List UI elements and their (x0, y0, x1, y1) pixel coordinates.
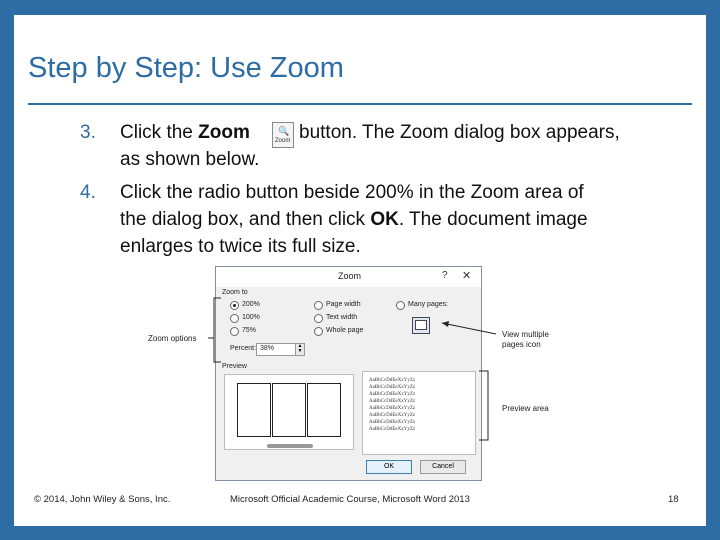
option-200-label: 200% (242, 301, 260, 308)
preview-text-line: AaBbCcDdEeXxYyZz (369, 399, 416, 404)
step-4-line2-text: the dialog box, and then click (120, 209, 366, 230)
preview-text-line: AaBbCcDdEeXxYyZz (369, 385, 416, 390)
magnifier-icon: 🔍 (278, 126, 290, 136)
help-icon[interactable]: ? (442, 270, 448, 281)
preview-text-line: AaBbCcDdEeXxYyZz (369, 378, 416, 383)
zoom-options-bracket (208, 298, 221, 362)
percent-value: 38% (260, 345, 275, 352)
preview-text-line: AaBbCcDdEeXxYyZz (369, 427, 416, 432)
preview-text-line: AaBbCcDdEeXxYyZz (369, 392, 416, 397)
step-text-pre: Click the (120, 122, 193, 143)
step-3-line2: as shown below. (120, 149, 260, 170)
preview-text-line: AaBbCcDdEeXxYyZz (369, 406, 416, 411)
percent-spinner[interactable]: ▲ ▼ (295, 343, 305, 356)
preview-text-line: AaBbCcDdEeXxYyZz (369, 420, 416, 425)
step-number: 3. (80, 122, 96, 143)
preview-area-bracket (479, 371, 488, 440)
many-pages-arrow (442, 323, 496, 334)
many-pages-label: Many pages: (408, 301, 449, 308)
preview-text-line: AaBbCcDdEeXxYyZz (369, 413, 416, 418)
text-width-label: Text width (326, 314, 358, 321)
preview-label: Preview (222, 363, 247, 370)
dialog-title: Zoom (338, 271, 362, 281)
cancel-button[interactable]: Cancel (420, 460, 466, 474)
slide-title: Step by Step: Use Zoom (28, 52, 344, 84)
step-text: Click the radio button beside 200% in the Zoom area of (120, 182, 584, 203)
ok-bold: OK (370, 209, 399, 230)
footer-course: Microsoft Official Academic Course, Microsoft Word 2013 (230, 494, 470, 505)
footer-copyright: © 2014, John Wiley & Sons, Inc. (34, 494, 171, 505)
callout-preview-area: Preview area (502, 404, 549, 413)
ok-button[interactable]: OK (366, 460, 412, 474)
step-4-line2-post: . The document image (398, 209, 588, 230)
whole-page-label: Whole page (326, 327, 364, 334)
zoom-button-label: Zoom (275, 138, 291, 144)
close-icon[interactable]: ✕ (462, 270, 472, 282)
callout-pages-icon: pages icon (502, 340, 541, 349)
zoom-bold: Zoom (198, 122, 250, 143)
page-number: 18 (668, 494, 679, 505)
callout-zoom-options: Zoom options (148, 334, 197, 343)
zoom-to-label: Zoom to (222, 289, 248, 296)
step-4-line3: enlarges to twice its full size. (120, 236, 361, 257)
option-100-label: 100% (242, 314, 260, 321)
page-width-label: Page width (326, 301, 361, 308)
callout-view-multiple: View multiple (502, 330, 549, 339)
arrow-head (442, 321, 449, 327)
percent-label: Percent: (230, 345, 257, 352)
option-75-label: 75% (242, 327, 257, 334)
step-number: 4. (80, 182, 96, 203)
step-3-post: button. The Zoom dialog box appears, (299, 122, 620, 143)
